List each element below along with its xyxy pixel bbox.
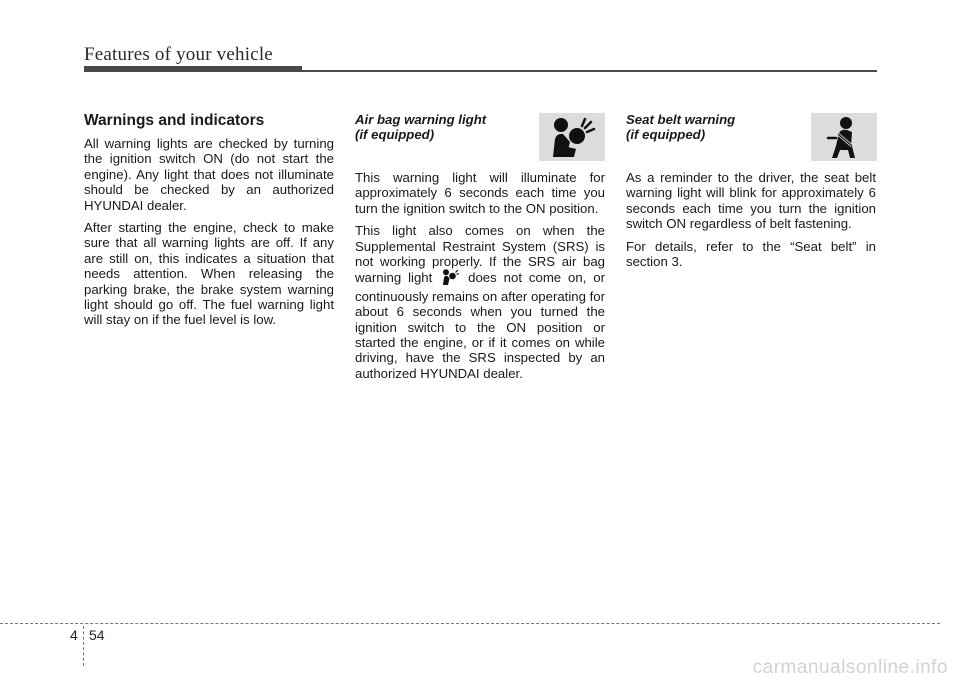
paragraph-text: This light also comes on when the Supplemental Restraint System (SRS) is not working properly. If the SRS air bag warning light (355, 223, 605, 286)
airbag-inline-icon (441, 269, 459, 288)
heading-line: (if equipped) (355, 127, 435, 142)
header-rule-thin (302, 70, 877, 72)
airbag-warning-icon (539, 113, 605, 161)
paragraph: All warning lights are checked by turning the ignition switch ON (do not start the engine). Any light that does not illuminate should be checked by an authorized HYUNDAI dealer. (84, 136, 334, 213)
page-header-title: Features of your vehicle (84, 44, 273, 65)
footer-divider (83, 626, 84, 666)
watermark: carmanualsonline.info (752, 657, 948, 678)
header-rule-thick (84, 66, 302, 72)
paragraph (355, 223, 605, 381)
paragraph: This warning light will illuminate for approximately 6 seconds each time you turn the ignition switch to the ON position. (355, 170, 605, 216)
column-warnings-and-indicators (84, 112, 334, 335)
section-number: 4 (70, 627, 78, 643)
paragraph: For details, refer to the “Seat belt” in section 3. (626, 238, 876, 270)
heading-line: (if equipped) (626, 127, 706, 142)
paragraph: After starting the engine, check to make sure that all warning lights are off. If any are still on, this indicates a situation that needs attention. When releasing the parking brake, the brake system warning light should go off. The fuel warning light will stay on if the fuel level is low. (84, 220, 334, 328)
section-heading: Warnings and indicators (84, 112, 265, 129)
heading-line: Air bag warning light (355, 112, 487, 127)
heading-line: Seat belt warning (626, 112, 736, 127)
footer-rule (0, 623, 940, 624)
page-number: 54 (89, 627, 105, 643)
paragraph: As a reminder to the driver, the seat belt warning light will blink for approximately 6 seconds each time you turn the ignition switch ON regardless of belt fastening. (626, 170, 876, 232)
paragraph-text: does not come on, or continuously remains on after operating for about 6 seconds when you turned the ignition switch to the ON position or started the engine, or if it comes on while driving, have the SRS inspected by an authorized HYUNDAI dealer. (355, 270, 606, 381)
seatbelt-warning-icon (811, 113, 877, 161)
